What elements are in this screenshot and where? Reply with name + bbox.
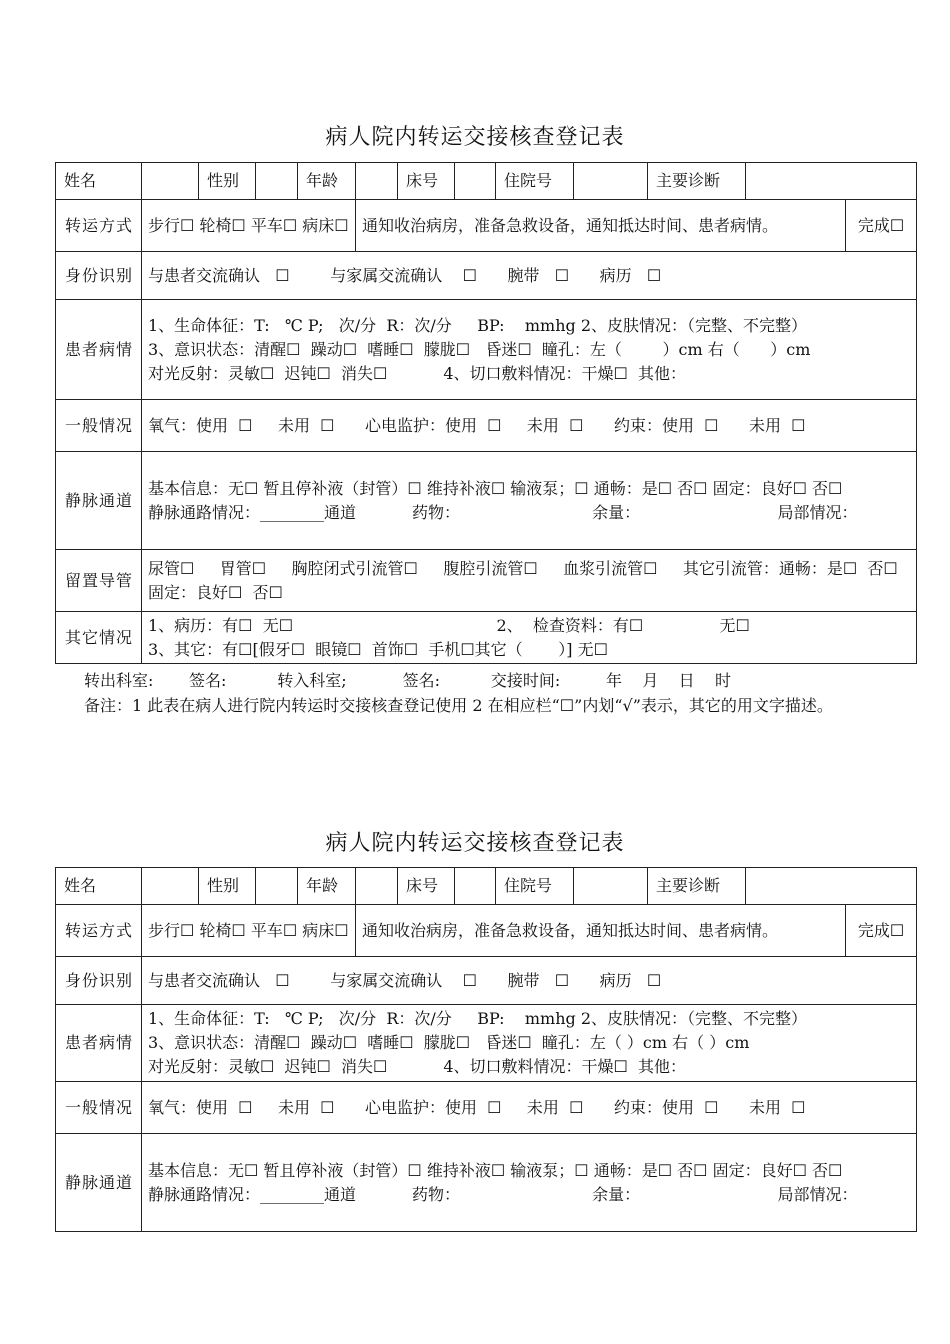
diagnosis-field[interactable] xyxy=(746,868,917,905)
consciousness-line[interactable]: 3、意识状态：清醒☐ 躁动☐ 嗜睡☐ 朦胧☐ 昏迷☐ 瞳孔：左（ ）cm 右（ ）cm xyxy=(148,1033,750,1052)
form1-other-row xyxy=(56,612,917,664)
admission-no-label: 住院号 xyxy=(496,868,574,905)
general-label: 一般情况 xyxy=(56,1082,142,1134)
gender-label: 性别 xyxy=(199,163,256,200)
bed-label: 床号 xyxy=(398,868,455,905)
condition-label: 患者病情 xyxy=(56,300,142,400)
age-field[interactable] xyxy=(356,163,398,200)
form1-condition-row xyxy=(56,300,917,400)
general-checks[interactable]: 氧气：使用 ☐ 未用 ☐ 心电监护：使用 ☐ 未用 ☐ 约束：使用 ☐ 未用 ☐ xyxy=(142,1082,917,1134)
transport-done[interactable]: 完成☐ xyxy=(846,905,917,957)
consciousness-line[interactable]: 3、意识状态：清醒☐ 躁动☐ 嗜睡☐ 朦胧☐ 昏迷☐ 瞳孔：左（ ）cm 右（ ）cm xyxy=(148,339,811,359)
iv-label: 静脉通道 xyxy=(56,452,142,550)
light-reflex-line[interactable]: 对光反射：灵敏☐ 迟钝☐ 消失☐ 4、切口敷料情况：干燥☐ 其他： xyxy=(148,363,687,383)
form1-transport-row xyxy=(56,200,917,252)
form2-iv-row xyxy=(56,1134,917,1232)
general-checks[interactable]: 氧气：使用 ☐ 未用 ☐ 心电监护：使用 ☐ 未用 ☐ 约束：使用 ☐ 未用 ☐ xyxy=(142,400,917,452)
diagnosis-label: 主要诊断 xyxy=(648,868,746,905)
other-records-line[interactable]: 1、病历：有☐ 无☐ 2、 检查资料：有☐ 无☐ xyxy=(148,615,750,635)
general-label: 一般情况 xyxy=(56,400,142,452)
iv-route-line[interactable]: 静脉通路情况：________通道 药物： 余量： 局部情况： xyxy=(148,502,858,522)
transport-notice: 通知收治病房，准备急救设备，通知抵达时间、患者病情。 xyxy=(356,905,846,957)
identity-label: 身份识别 xyxy=(56,252,142,300)
form2-general-row xyxy=(56,1082,917,1134)
transport-done[interactable]: 完成☐ xyxy=(846,200,917,252)
admission-no-label: 住院号 xyxy=(496,163,574,200)
identity-checks[interactable]: 与患者交流确认 ☐ 与家属交流确认 ☐ 腕带 ☐ 病历 ☐ xyxy=(142,957,917,1005)
identity-checks[interactable]: 与患者交流确认 ☐ 与家属交流确认 ☐ 腕带 ☐ 病历 ☐ xyxy=(142,252,917,300)
iv-route-line[interactable]: 静脉通路情况：________通道 药物： 余量： 局部情况： xyxy=(148,1184,858,1204)
iv-label: 静脉通道 xyxy=(56,1134,142,1232)
bed-label: 床号 xyxy=(398,163,455,200)
form1-general-row xyxy=(56,400,917,452)
iv-basic-line[interactable]: 基本信息：无☐ 暂且停补液（封管）☐ 维持补液☐ 输液泵；☐ 通畅：是☐ 否☐ 固定：良好☐ 否☐ xyxy=(148,478,843,498)
other-label: 其它情况 xyxy=(56,612,142,664)
iv-basic-line[interactable]: 基本信息：无☐ 暂且停补液（封管）☐ 维持补液☐ 输液泵；☐ 通畅：是☐ 否☐ 固定：良好☐ 否☐ xyxy=(148,1160,843,1180)
diagnosis-field[interactable] xyxy=(746,163,917,200)
transport-label: 转运方式 xyxy=(56,905,142,957)
admission-no-field[interactable] xyxy=(574,163,648,200)
form2-table xyxy=(55,867,917,1232)
form2-condition-row xyxy=(56,1005,917,1082)
form1-iv-row xyxy=(56,452,917,550)
form2-title: 病人院内转运交接核查登记表 xyxy=(325,831,625,856)
drain-label: 留置导管 xyxy=(56,550,142,612)
form2-header-row xyxy=(56,868,917,905)
form1-identity-row xyxy=(56,252,917,300)
name-field[interactable] xyxy=(142,868,199,905)
bed-field[interactable] xyxy=(455,868,496,905)
form1-table xyxy=(55,162,949,664)
age-label: 年龄 xyxy=(298,163,356,200)
vital-signs-line[interactable]: 1、生命体征：T: ℃ P; 次/分 R：次/分 BP: mmhg 2、皮肤情况：（完整、不完整） xyxy=(148,315,808,335)
name-field[interactable] xyxy=(142,163,199,200)
gender-field[interactable] xyxy=(256,163,298,200)
transport-options[interactable]: 步行☐ 轮椅☐ 平车☐ 病床☐ xyxy=(142,200,356,252)
gender-label: 性别 xyxy=(199,868,256,905)
form1-drain-row xyxy=(56,550,917,612)
form2-identity-row xyxy=(56,957,917,1005)
transport-options[interactable]: 步行☐ 轮椅☐ 平车☐ 病床☐ xyxy=(142,905,356,957)
bed-field[interactable] xyxy=(455,163,496,200)
name-label: 姓名 xyxy=(56,868,142,905)
light-reflex-line[interactable]: 对光反射：灵敏☐ 迟钝☐ 消失☐ 4、切口敷料情况：干燥☐ 其他： xyxy=(148,1057,687,1076)
vital-signs-line[interactable]: 1、生命体征：T: ℃ P; 次/分 R：次/分 BP: mmhg 2、皮肤情况：（完整、不完整） xyxy=(148,1009,808,1028)
name-label: 姓名 xyxy=(56,163,142,200)
gender-field[interactable] xyxy=(256,868,298,905)
remark-text: 备注：1 此表在病人进行院内转运时交接核查登记使用 2 在相应栏“☐”内划“√”表示，其它的用文字描述。 xyxy=(84,696,833,715)
condition-label: 患者病情 xyxy=(56,1005,142,1082)
age-label: 年龄 xyxy=(298,868,356,905)
drain-checks[interactable]: 尿管☐ 胃管☐ 胸腔闭式引流管☐ 腹腔引流管☐ 血浆引流管☐ 其它引流管：通畅：是☐ 否☐ 固定：良好☐ 否☐ xyxy=(142,550,917,612)
form2-transport-row xyxy=(56,905,917,957)
transport-notice: 通知收治病房，准备急救设备，通知抵达时间、患者病情。 xyxy=(356,200,846,252)
age-field[interactable] xyxy=(356,868,398,905)
identity-label: 身份识别 xyxy=(56,957,142,1005)
form1-title: 病人院内转运交接核查登记表 xyxy=(325,125,625,150)
diagnosis-label: 主要诊断 xyxy=(648,163,746,200)
transport-label: 转运方式 xyxy=(56,200,142,252)
form1-header-row xyxy=(56,163,917,200)
signature-line: 转出科室: 签名: 转入科室; 签名: 交接时间: 年 月 日 时 xyxy=(84,671,732,690)
admission-no-field[interactable] xyxy=(574,868,648,905)
other-items-line[interactable]: 3、其它：有☐[假牙☐ 眼镜☐ 首饰☐ 手机☐其它（ ）] 无☐ xyxy=(148,639,608,659)
